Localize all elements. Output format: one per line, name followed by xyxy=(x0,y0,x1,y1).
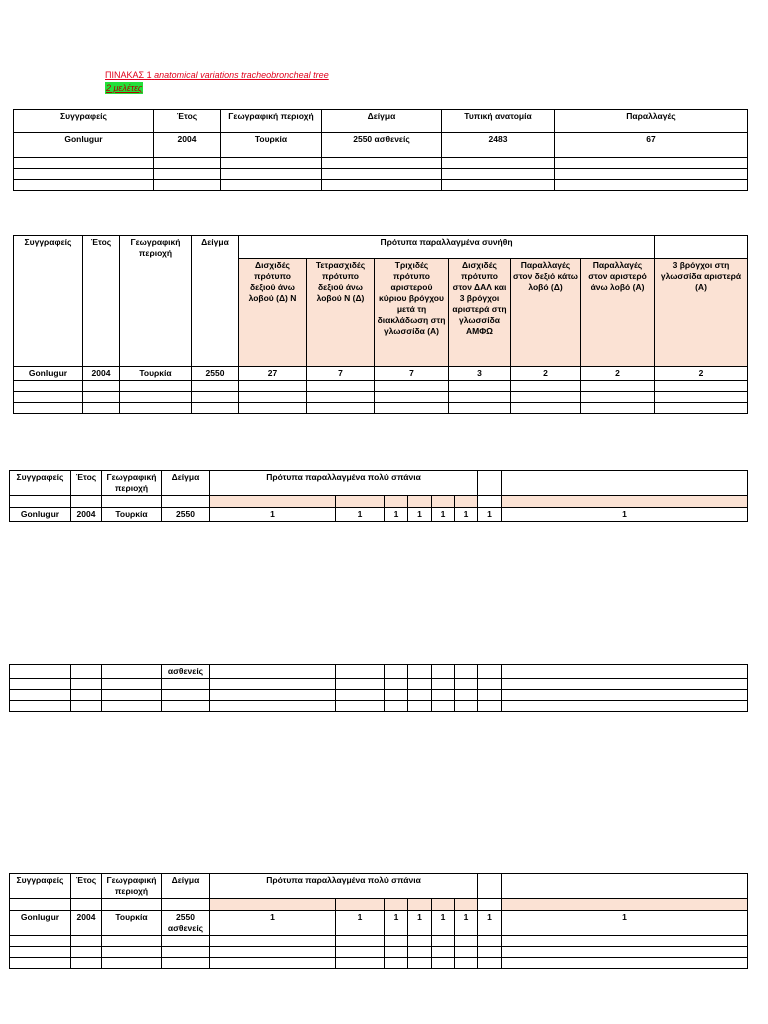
header-cell: Έτος xyxy=(71,874,102,899)
group-header-cell: Πρότυπα παραλλαγμένα πολύ σπάνια xyxy=(210,874,478,899)
cell: 2004 xyxy=(71,911,102,936)
table-row xyxy=(14,133,748,158)
table-rare-variations xyxy=(9,470,748,522)
cell: 1 xyxy=(336,911,385,936)
subheader-cell: 3 βρόγχοι στη γλωσσίδα αριστερά (Α) xyxy=(655,259,748,367)
cell: Τουρκία xyxy=(221,133,322,158)
header-cell: Συγγραφείς xyxy=(14,110,154,133)
header-cell: Έτος xyxy=(154,110,221,133)
table-common-variations xyxy=(13,235,748,414)
cell: Τουρκία xyxy=(102,508,162,522)
cell: 1 xyxy=(455,508,478,522)
cell: 1 xyxy=(408,911,432,936)
subheader-cell: Δισχιδές πρότυπο δεξιού άνω λοβού (Δ) Ν xyxy=(239,259,307,367)
cell: 2 xyxy=(655,367,748,381)
cell: 2 xyxy=(581,367,655,381)
header-cell: Συγγραφείς xyxy=(10,471,71,496)
table-row xyxy=(10,911,748,936)
subheader-cell: Παραλλαγές στον δεξιό κάτω λοβό (Δ) xyxy=(511,259,581,367)
cell: 1 xyxy=(432,911,455,936)
cell: 2550 xyxy=(162,508,210,522)
empty-row xyxy=(14,403,748,414)
cell: 67 xyxy=(555,133,748,158)
header-cell: Γεωγραφική περιοχή xyxy=(102,471,162,496)
table-header-row xyxy=(10,471,748,496)
cell: 2004 xyxy=(71,508,102,522)
cell: 2004 xyxy=(154,133,221,158)
table-header-row xyxy=(14,110,748,133)
header-cell: Γεωγραφική περιοχή xyxy=(120,236,192,367)
empty-row xyxy=(10,701,748,712)
cell: 1 xyxy=(502,911,748,936)
cell: 2004 xyxy=(83,367,120,381)
empty-row xyxy=(14,158,748,169)
cell: 1 xyxy=(408,508,432,522)
header-cell: Δείγμα xyxy=(162,874,210,899)
cell: ασθενείς xyxy=(162,665,210,679)
group-header-cell: Πρότυπα παραλλαγμένα συνήθη xyxy=(239,236,655,259)
header-cell: Γεωγραφική περιοχή xyxy=(102,874,162,899)
empty-header-cell xyxy=(655,236,748,259)
empty-row xyxy=(10,958,748,969)
header-cell: Δείγμα xyxy=(162,471,210,496)
cell: 3 xyxy=(449,367,511,381)
empty-row xyxy=(14,180,748,191)
subheader-cell: Παραλλαγές στον αριστερό άνω λοβό (Α) xyxy=(581,259,655,367)
cell: Gonlugur xyxy=(14,367,83,381)
empty-header-cell xyxy=(502,471,748,496)
cell: 2483 xyxy=(442,133,555,158)
cell: 1 xyxy=(336,508,385,522)
empty-header-cell xyxy=(502,874,748,899)
cell: 1 xyxy=(385,508,408,522)
empty-header-cell xyxy=(478,471,502,496)
table-row xyxy=(10,665,748,679)
empty-row xyxy=(10,947,748,958)
header-cell: Έτος xyxy=(71,471,102,496)
cell: 27 xyxy=(239,367,307,381)
studies-badge: 2 μελέτες xyxy=(106,83,143,93)
cell: Τουρκία xyxy=(102,911,162,936)
cell: 2550 xyxy=(192,367,239,381)
header-cell: Γεωγραφική περιοχή xyxy=(221,110,322,133)
header-cell: Παραλλαγές xyxy=(555,110,748,133)
cell: 1 xyxy=(455,911,478,936)
header-cell: Δείγμα xyxy=(192,236,239,367)
cell: 7 xyxy=(307,367,375,381)
header-cell: Συγγραφείς xyxy=(14,236,83,367)
empty-row xyxy=(10,679,748,690)
empty-header-cell xyxy=(478,874,502,899)
header-cell: Συγγραφείς xyxy=(10,874,71,899)
empty-row xyxy=(10,690,748,701)
cell: Gonlugur xyxy=(14,133,154,158)
cell: 1 xyxy=(210,911,336,936)
cell: 1 xyxy=(502,508,748,522)
cell: 1 xyxy=(432,508,455,522)
table-row xyxy=(10,508,748,522)
table-header-row xyxy=(10,874,748,899)
cell: 1 xyxy=(478,508,502,522)
table-row xyxy=(14,367,748,381)
empty-row xyxy=(14,169,748,180)
cell: 1 xyxy=(210,508,336,522)
subheader-cell: Τριχιδές πρότυπο αριστερού κύριου βρόγχου μετά τη διακλάδωση στη γλωσσίδα (Α) xyxy=(375,259,449,367)
table-label: ΠΙΝΑΚΑΣ 1 anatomical variations tracheobroncheal tree xyxy=(105,70,329,80)
header-cell: Δείγμα xyxy=(322,110,442,133)
document-heading xyxy=(105,69,329,95)
table-typical-anatomy xyxy=(13,109,748,191)
cell: 2550 ασθενείς xyxy=(322,133,442,158)
cell: 1 xyxy=(478,911,502,936)
subheader-cell: Δισχιδές πρότυπο στον ΔΑΛ και 3 βρόγχοι αριστερά στη γλωσσίδα ΑΜΦΩ xyxy=(449,259,511,367)
cell: 2 xyxy=(511,367,581,381)
empty-row xyxy=(14,381,748,392)
table-header-row xyxy=(14,236,748,259)
table-subheader-row xyxy=(10,899,748,911)
table-subheader-row xyxy=(10,496,748,508)
group-header-cell: Πρότυπα παραλλαγμένα πολύ σπάνια xyxy=(210,471,478,496)
cell: Gonlugur xyxy=(10,911,71,936)
cell: Τουρκία xyxy=(120,367,192,381)
table-rare-variations-2 xyxy=(9,873,748,969)
cell: 1 xyxy=(385,911,408,936)
cell: Gonlugur xyxy=(10,508,71,522)
cell: 7 xyxy=(375,367,449,381)
table-empty-grid xyxy=(9,664,748,712)
header-cell: Τυπική ανατομία xyxy=(442,110,555,133)
subheader-cell: Τετρασχιδές πρότυπο δεξιού άνω λοβού Ν (Δ) xyxy=(307,259,375,367)
empty-row xyxy=(10,936,748,947)
header-cell: Έτος xyxy=(83,236,120,367)
empty-row xyxy=(14,392,748,403)
cell: 2550 ασθενείς xyxy=(162,911,210,936)
